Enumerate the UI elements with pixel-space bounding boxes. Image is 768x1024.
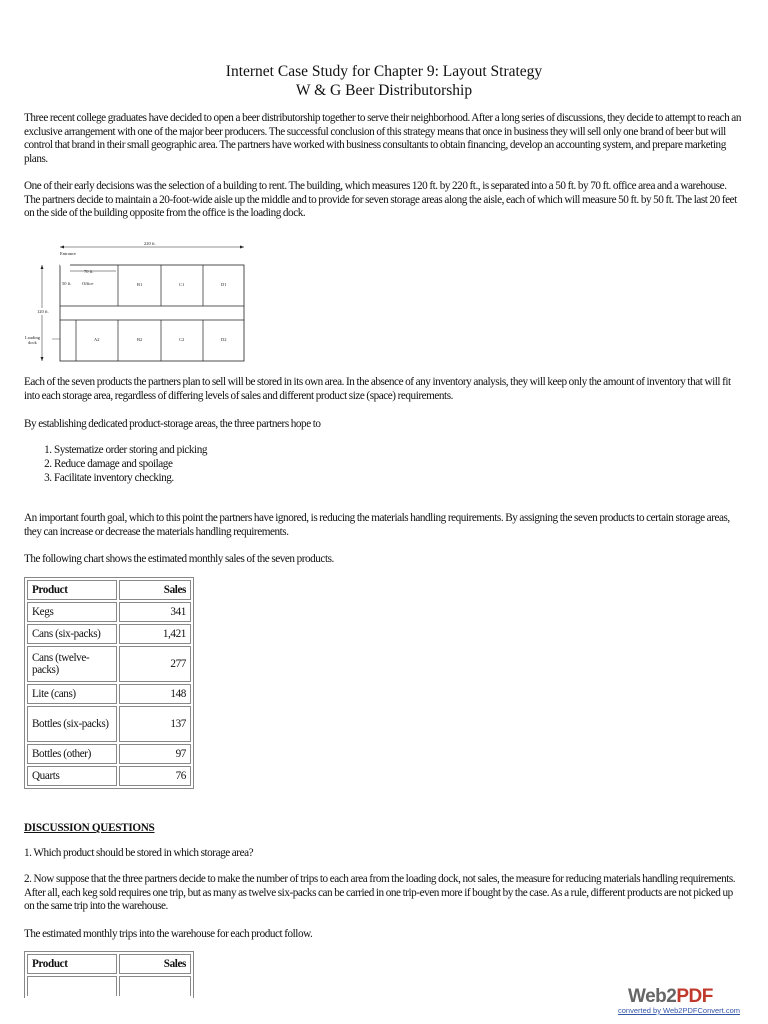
product-cell: Quarts <box>27 766 117 786</box>
dock-label-line2: dock <box>28 340 37 345</box>
arrow-up-icon <box>41 265 44 269</box>
sales-cell: 137 <box>119 706 191 742</box>
table-header-row <box>27 580 191 600</box>
table-row <box>27 684 191 704</box>
warehouse-layout-diagram <box>24 240 254 365</box>
empty-cell <box>119 976 191 996</box>
trips-table <box>24 951 194 998</box>
product-cell: Lite (cans) <box>27 684 117 704</box>
sales-cell: 148 <box>119 684 191 704</box>
sales-column-header: Sales <box>119 580 191 600</box>
building-paragraph: One of their early decisions was the selection of a building to rent. The building, which measures 120 ft. by 220 ft., is separated into a 50 ft. by 70 ft. office area and a warehouse. The partners decide to maintain a 20-foot-wide aisle up the middle and to provide for seven storage areas along the aisle, each of which will measure 50 ft. by 50 ft. The last 20 feet on the side of the building opposite from the office is the loading dock. <box>24 180 737 220</box>
trips-intro-paragraph: The estimated monthly trips into the warehouse for each product follow. <box>24 928 313 940</box>
product-column-header: Product <box>27 954 117 974</box>
document-title: Internet Case Study for Chapter 9: Layout Strategy <box>225 63 543 80</box>
table-row <box>27 624 191 644</box>
arrow-right-icon <box>240 246 244 249</box>
area-b2-label: B2 <box>137 337 143 342</box>
fourth-goal-paragraph: An important fourth goal, which to this point the partners have ignored, is reducing the materials handling requirements. By assigning the seven products to certain storage areas, they can increase or decrease the materials handling requirements. <box>24 512 730 538</box>
table-row <box>27 646 191 682</box>
area-b1-label: B1 <box>137 282 143 287</box>
goals-intro-paragraph: By establishing dedicated product-storage areas, the three partners hope to <box>24 418 321 430</box>
height-label: 120 ft. <box>37 309 49 314</box>
sales-column-header: Sales <box>119 954 191 974</box>
sales-cell: 76 <box>119 766 191 786</box>
storage-paragraph: Each of the seven products the partners plan to sell will be stored in its own area. In the absence of any inventory analysis, they will keep only the amount of inventory that will fit into each storage area, regardless of differing levels of sales and different product size (space) requirements. <box>24 376 731 402</box>
product-cell: Cans (six-packs) <box>27 624 117 644</box>
sales-cell: 97 <box>119 744 191 764</box>
table-row <box>27 706 191 742</box>
sales-table <box>24 577 194 789</box>
goal-item: 2. Reduce damage and spoilage <box>54 457 207 471</box>
table-row <box>27 602 191 622</box>
question-1: 1. Which product should be stored in which storage area? <box>24 847 254 859</box>
intro-paragraph: Three recent college graduates have decided to open a beer distributorship together to serve their neighborhood. After a long series of discussions, they decide to attempt to reach an exclusive arrangement with one of the major beer producers. The successful conclusion of this strategy means that once in business they will sell only one brand of beer but will control that brand in their small geographic area. The partners have worked with business consultants to obtain financing, develop an accounting system, and prepare marketing plans. <box>24 112 741 165</box>
dock-label-line1: Loading <box>25 335 40 340</box>
product-cell: Bottles (other) <box>27 744 117 764</box>
sales-cell: 341 <box>119 602 191 622</box>
document-subtitle: W & G Beer Distributorship <box>295 82 473 99</box>
question-2: 2. Now suppose that the three partners decide to make the number of trips to each area from the loading dock, not sales, the measure for reducing materials handling requirements. After all, each keg sold requires one trip, but as many as twelve six-packs can be carried in one trip-even more if bought by the case. As a rule, different products are not picked up on the same trip into the warehouse. <box>24 873 736 913</box>
entrance-label: Entrance <box>60 251 76 256</box>
area-c1-label: C1 <box>179 282 185 287</box>
chart-intro-paragraph: The following chart shows the estimated monthly sales of the seven products. <box>24 553 334 565</box>
product-cell: Bottles (six-packs) <box>27 706 117 742</box>
table-row <box>27 976 191 996</box>
area-c2-label: C2 <box>179 337 185 342</box>
office-width-label: 70 ft. <box>84 269 94 274</box>
product-column-header: Product <box>27 580 117 600</box>
goals-list <box>24 443 207 485</box>
arrow-left-icon <box>60 246 64 249</box>
goal-item: 1. Systematize order storing and picking <box>54 443 207 457</box>
area-d1-label: D1 <box>221 282 227 287</box>
building-outline <box>60 265 244 361</box>
office-depth-label: 50 ft. <box>62 281 72 286</box>
table-row <box>27 766 191 786</box>
width-label: 220 ft. <box>144 241 156 246</box>
product-cell: Cans (twelve-packs) <box>27 646 117 682</box>
product-cell: Kegs <box>27 602 117 622</box>
sales-cell: 1,421 <box>119 624 191 644</box>
office-label: Office <box>82 281 94 286</box>
sales-cell: 277 <box>119 646 191 682</box>
table-header-row <box>27 954 191 974</box>
web2pdf-watermark <box>600 986 740 1016</box>
arrow-down-icon <box>41 357 44 361</box>
goal-item: 3. Facilitate inventory checking. <box>54 471 207 485</box>
empty-cell <box>27 976 117 996</box>
table-row <box>27 744 191 764</box>
area-d2-label: D2 <box>221 337 227 342</box>
web2pdf-logo: Web2PDF <box>628 986 713 1007</box>
discussion-heading: DISCUSSION QUESTIONS <box>24 822 155 834</box>
area-a2-label: A2 <box>94 337 100 342</box>
web2pdf-link[interactable]: converted by Web2PDFConvert.com <box>618 1006 740 1015</box>
